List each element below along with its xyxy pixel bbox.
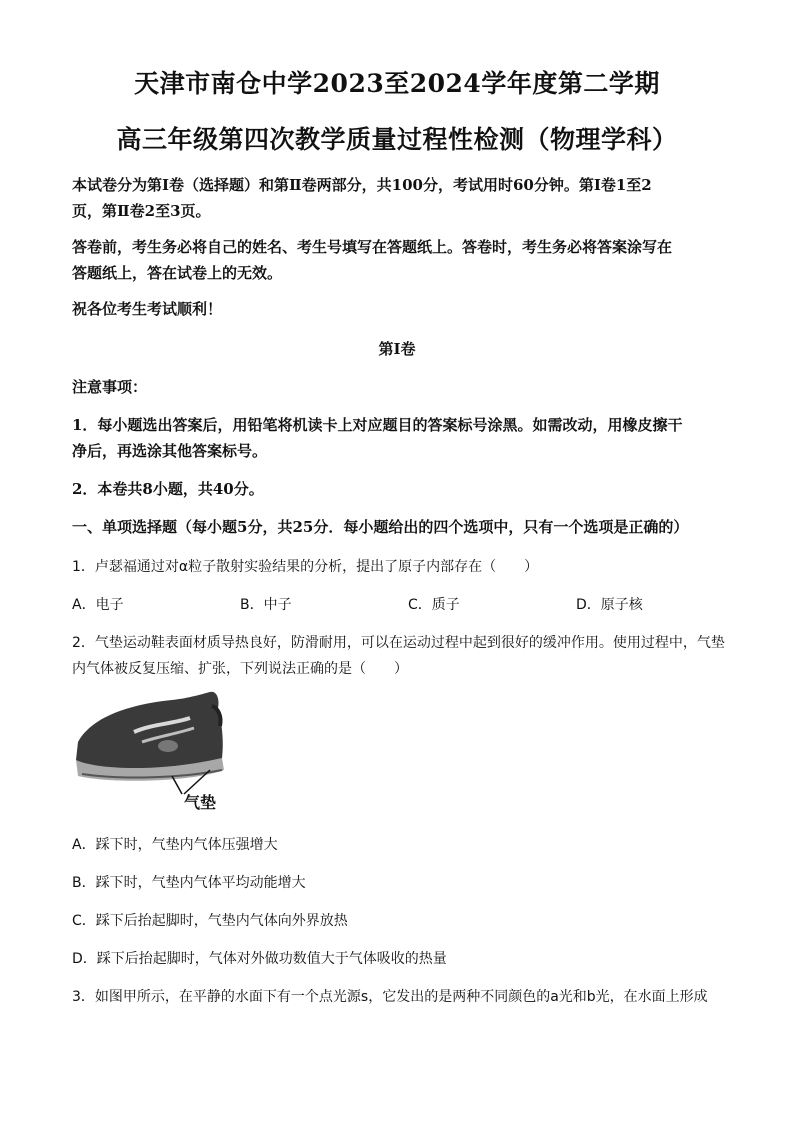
q2-option-c: C．踩下后抬起脚时，气垫内气体向外界放热 <box>72 913 348 929</box>
intro-line-4: 答题纸上，答在试卷上的无效。 <box>72 264 283 282</box>
q2-option-a: A．踩下时，气垫内气体压强增大 <box>72 837 278 853</box>
q1-option-b: B．中子 <box>240 597 292 613</box>
notice-2: 2．本卷共8小题，共40分。 <box>72 480 264 498</box>
q2-stem-line-b: 内气体被反复压缩、扩张，下列说法正确的是（ ） <box>72 661 408 677</box>
air-cushion-label: 气垫 <box>184 793 217 812</box>
intro-line-3: 答卷前，考生务必将自己的姓名、考生号填写在答题纸上。答卷时，考生务必将答案涂写在 <box>72 238 673 256</box>
q1-option-a: A．电子 <box>72 597 124 613</box>
intro-line-1: 本试卷分为第Ⅰ卷（选择题）和第Ⅱ卷两部分，共100分，考试用时60分钟。第Ⅰ卷1至2 <box>72 176 652 194</box>
q1-option-c: C．质子 <box>408 597 460 613</box>
q3-stem-line-a: 3．如图甲所示，在平静的水面下有一个点光源s，它发出的是两种不同颜色的a光和b光，在水面上形成 <box>72 989 708 1005</box>
notice-1-line-b: 净后，再选涂其他答案标号。 <box>72 442 268 460</box>
part1-heading: 一、单项选择题（每小题5分，共25分．每小题给出的四个选项中，只有一个选项是正确的） <box>72 518 689 536</box>
volume-title: 第Ⅰ卷 <box>378 340 416 358</box>
intro-line-5: 祝各位考生考试顺利！ <box>72 300 223 318</box>
exam-title-line1: 天津市南仓中学2023至2024学年度第二学期 <box>134 69 660 98</box>
q2-stem-line-a: 2．气垫运动鞋表面材质导热良好，防滑耐用，可以在运动过程中起到很好的缓冲作用。使用过程中，气垫 <box>72 635 725 651</box>
notice-1-line-a: 1．每小题选出答案后，用铅笔将机读卡上对应题目的答案标号涂黑。如需改动，用橡皮擦干 <box>72 416 683 434</box>
exam-title-line2: 高三年级第四次教学质量过程性检测（物理学科） <box>116 125 678 154</box>
q1-option-d: D．原子核 <box>576 597 643 613</box>
shoe-figure <box>72 686 232 816</box>
q1-stem: 1．卢瑟福通过对α粒子散射实验结果的分析，提出了原子内部存在（ ） <box>72 559 539 575</box>
intro-line-2: 页，第Ⅱ卷2至3页。 <box>72 202 211 220</box>
q2-option-b: B．踩下时，气垫内气体平均动能增大 <box>72 875 306 891</box>
notice-title: 注意事项： <box>72 378 148 396</box>
q2-option-d: D．踩下后抬起脚时，气体对外做功数值大于气体吸收的热量 <box>72 951 447 967</box>
